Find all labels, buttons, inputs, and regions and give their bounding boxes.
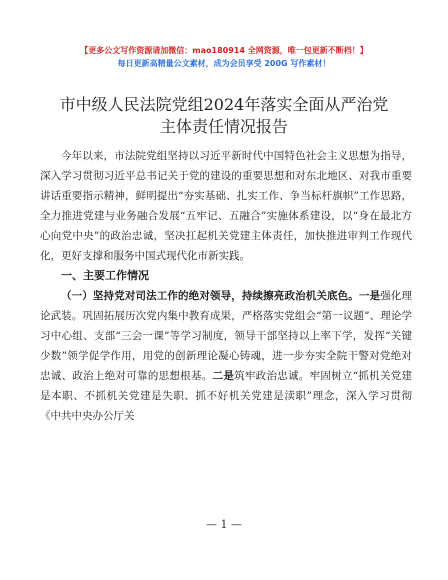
title-line-1: 市中级人民法院党组2024年落实全面从严治党: [59, 95, 389, 114]
intro-paragraph: 今年以来，市法院党组坚持以习近平新时代中国特色社会主义思想为指导，深入学习贯彻习近平总书记关于党的建设的重要思想和对东北地区、对我市重要讲话重要指示精神，鲜明提出“夯实基础、扎实工作、争当标杆旗帜”工作思路，全力推进党建与业务融合发展“五牢记、五融合”实施体系建设，以“身在最北方心向党中央”的政治忠诚，坚决扛起机关党建主体责任，加快推进审判工作现代化，更好支撑和服务中国式现代化市新实践。: [40, 150, 412, 262]
subsection-heading: （一）坚持党对司法工作的绝对领导，持续擦亮政治机关底色。: [61, 290, 359, 302]
section-heading: 一、主要工作情况: [61, 269, 149, 282]
subsection-paragraph: [40, 286, 412, 426]
title-line-2: 主体责任情况报告: [159, 117, 288, 136]
point-lead-1: 一是: [358, 290, 381, 302]
point-lead-2: 二是: [212, 370, 235, 382]
document-body: [40, 146, 412, 426]
document-title: [40, 94, 408, 138]
point-text-1: 强化理论武装。巩固拓展历次党内集中教育成果，严格落实党组会“第一议题”、理论学习中心组、支部“三会一课”等学习制度，领导干部坚持以上率下学，发挥“关键少数”领学促学作用，用党的创新理论凝心铸魂，进一步夯实全院干警对党绝对忠诚、政治上绝对可靠的思想根基。: [40, 290, 412, 382]
promo-line-1: 【更多公文写作资源请加微信：mao180914 全网资源，唯一包更新不断档！】: [80, 46, 368, 55]
page-number: — 1 —: [206, 518, 242, 531]
point-text-2: 筑牢政治忠诚。牢固树立“抓机关党建是本职、不抓机关党建是失职、抓不好机关党建是渎职”理念，深入学习贯彻《中共中央办公厅关: [40, 370, 413, 422]
promo-line-2: 每日更新高精量公文素材，成为会员享受 200G 写作素材！: [117, 59, 331, 68]
promo-banner: [0, 44, 448, 70]
